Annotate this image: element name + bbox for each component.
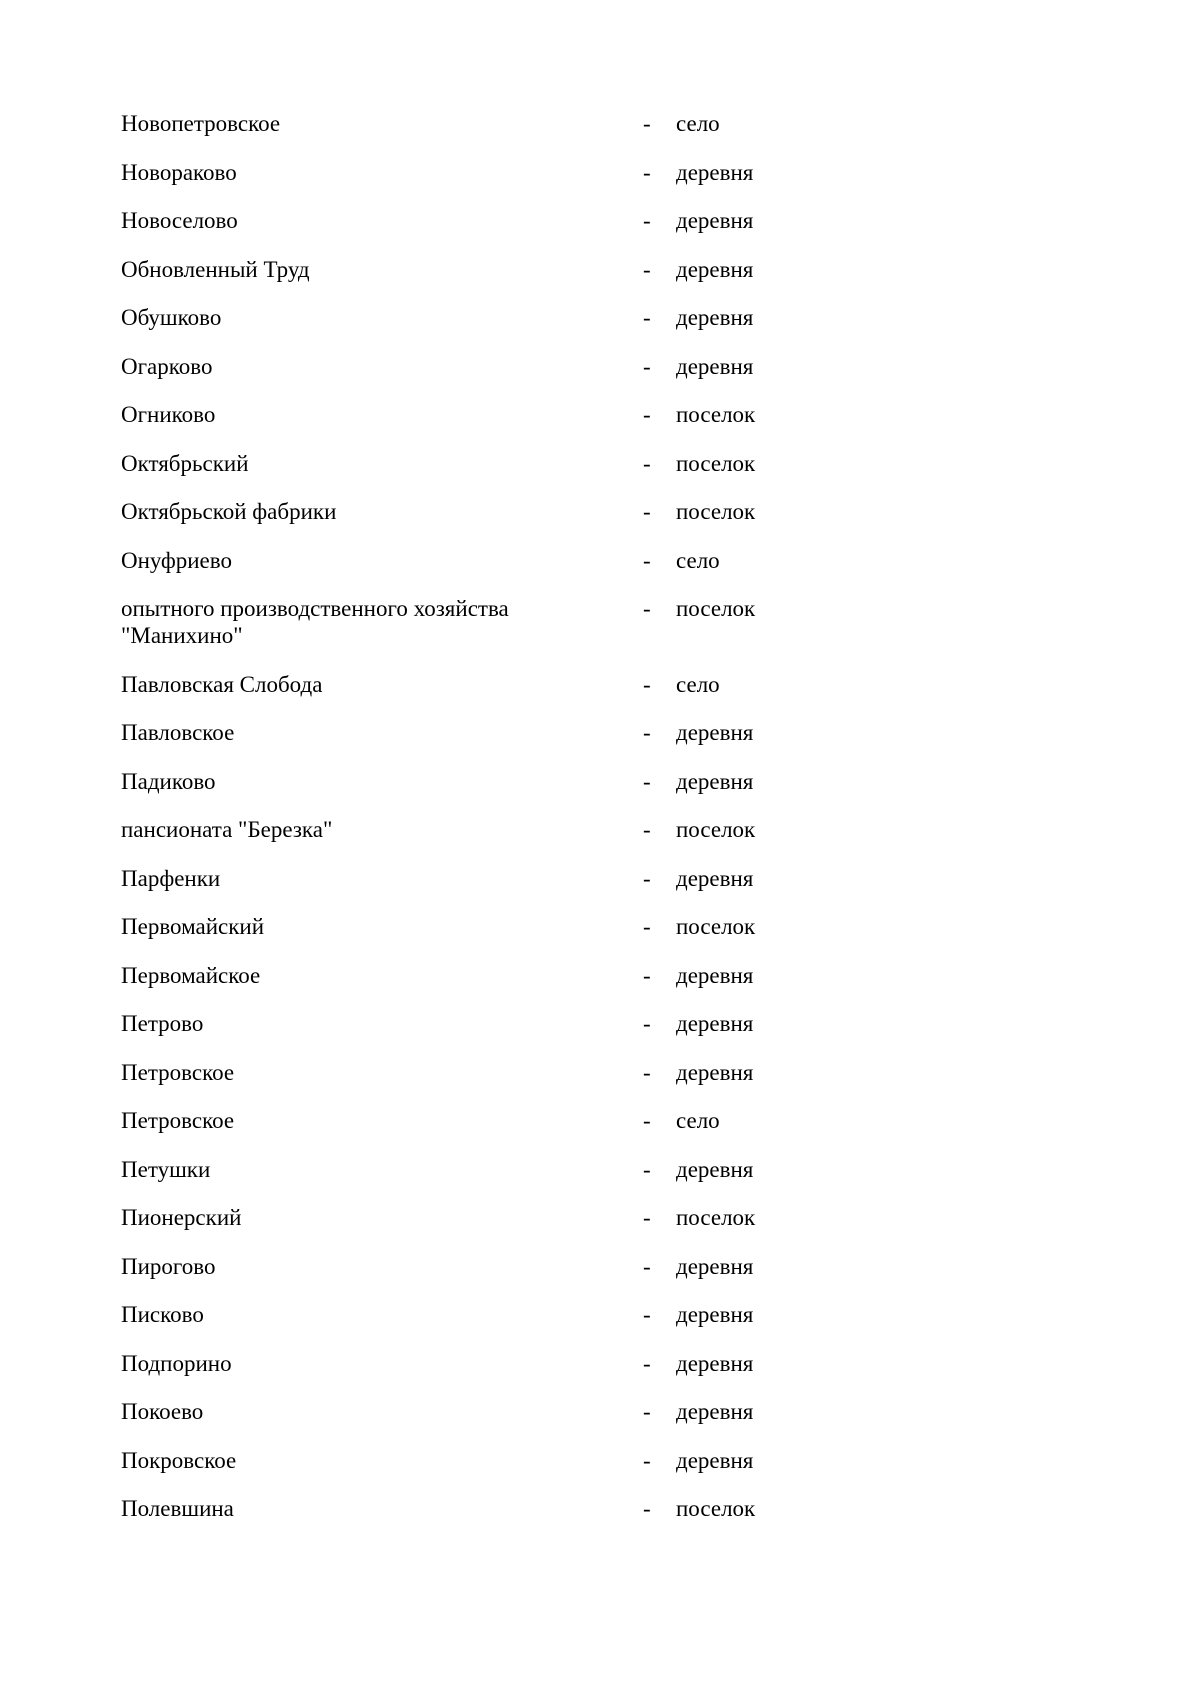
settlement-name: Полевшина (121, 1496, 234, 1521)
settlement-name: Обновленный Труд (121, 256, 310, 282)
list-item (121, 498, 1021, 525)
settlement-name: опытного производственного хозяйства "Манихино" (121, 596, 509, 648)
separator-dash: - (643, 1399, 651, 1424)
settlement-name: пансионата "Березка" (121, 817, 333, 842)
list-item (121, 1253, 1021, 1280)
settlement-type: деревня (676, 768, 754, 794)
list-item (121, 719, 1021, 746)
separator-dash: - (643, 1447, 651, 1473)
settlement-name: Огарково (121, 353, 213, 379)
settlement-name: Октябрьский (121, 450, 249, 476)
settlement-type: село (676, 547, 720, 573)
settlement-name: Подпорино (121, 1350, 232, 1376)
list-item (121, 1495, 1021, 1522)
settlement-name: Падиково (121, 768, 216, 794)
settlement-name: Новопетровское (121, 111, 281, 136)
settlement-name: Новоселово (121, 208, 238, 233)
list-item (121, 304, 1021, 331)
settlement-name: Павловское (121, 720, 235, 745)
settlement-type: деревня (676, 1253, 754, 1279)
separator-dash: - (643, 402, 651, 427)
list-item (121, 671, 1021, 698)
settlement-type: деревня (676, 305, 754, 330)
separator-dash: - (643, 1496, 651, 1521)
separator-dash: - (643, 768, 651, 794)
separator-dash: - (643, 1011, 651, 1036)
separator-dash: - (643, 353, 651, 379)
list-item (121, 595, 1021, 649)
list-item (121, 1350, 1021, 1377)
separator-dash: - (643, 817, 651, 842)
settlement-type: поселок (676, 402, 756, 427)
list-item (121, 159, 1021, 186)
list-item (121, 1107, 1021, 1134)
list-item (121, 207, 1021, 234)
settlement-name: Парфенки (121, 865, 221, 891)
settlement-name: Октябрьской фабрики (121, 499, 337, 524)
settlement-type: поселок (676, 914, 756, 939)
settlement-type: деревня (676, 256, 754, 282)
settlement-type: деревня (676, 1302, 754, 1327)
settlement-name: Петровское (121, 1108, 235, 1133)
settlement-type: деревня (676, 1447, 754, 1473)
settlement-type: поселок (676, 450, 756, 476)
separator-dash: - (643, 547, 651, 573)
list-item (121, 1010, 1021, 1037)
settlement-name: Обушково (121, 305, 222, 330)
list-item (121, 256, 1021, 283)
separator-dash: - (643, 305, 651, 330)
separator-dash: - (643, 499, 651, 524)
separator-dash: - (643, 159, 651, 185)
settlement-type: деревня (676, 159, 754, 185)
settlement-type: деревня (676, 1156, 754, 1182)
settlement-name: Первомайское (121, 962, 261, 988)
settlement-name: Онуфриево (121, 547, 232, 573)
list-item (121, 1156, 1021, 1183)
settlement-type: деревня (676, 1011, 754, 1036)
separator-dash: - (643, 914, 651, 939)
settlement-type: деревня (676, 865, 754, 891)
separator-dash: - (643, 1156, 651, 1182)
separator-dash: - (643, 1302, 651, 1327)
settlement-type: поселок (676, 1496, 756, 1521)
list-item (121, 913, 1021, 940)
settlement-type: село (676, 111, 720, 136)
separator-dash: - (643, 1253, 651, 1279)
settlement-name: Петрово (121, 1011, 204, 1036)
settlement-type: деревня (676, 962, 754, 988)
settlement-type: поселок (676, 1205, 756, 1230)
settlement-name: Петушки (121, 1156, 211, 1182)
settlement-name: Павловская Слобода (121, 671, 323, 697)
settlement-type: деревня (676, 353, 754, 379)
separator-dash: - (643, 111, 651, 136)
separator-dash: - (643, 256, 651, 282)
list-item (121, 816, 1021, 843)
settlement-name: Первомайский (121, 914, 264, 939)
list-item (121, 768, 1021, 795)
list-item (121, 401, 1021, 428)
separator-dash: - (643, 596, 651, 621)
settlement-name: Пионерский (121, 1205, 242, 1230)
settlement-type: село (676, 1108, 720, 1133)
settlement-type: деревня (676, 1059, 754, 1085)
list-item (121, 962, 1021, 989)
list-item (121, 353, 1021, 380)
list-item (121, 450, 1021, 477)
settlement-type: деревня (676, 720, 754, 745)
settlement-type: поселок (676, 499, 756, 524)
settlement-name: Огниково (121, 402, 216, 427)
separator-dash: - (643, 1108, 651, 1133)
settlement-name: Петровское (121, 1059, 235, 1085)
separator-dash: - (643, 865, 651, 891)
settlement-name: Покровское (121, 1447, 237, 1473)
separator-dash: - (643, 1059, 651, 1085)
settlement-type: поселок (676, 817, 756, 842)
separator-dash: - (643, 450, 651, 476)
settlement-list (121, 110, 1021, 1544)
list-item (121, 547, 1021, 574)
separator-dash: - (643, 962, 651, 988)
separator-dash: - (643, 1350, 651, 1376)
settlement-type: поселок (676, 596, 756, 621)
separator-dash: - (643, 671, 651, 697)
settlement-type: деревня (676, 1350, 754, 1376)
separator-dash: - (643, 208, 651, 233)
settlement-name: Покоево (121, 1399, 204, 1424)
settlement-name: Пирогово (121, 1253, 216, 1279)
list-item (121, 1204, 1021, 1231)
settlement-type: деревня (676, 208, 754, 233)
list-item (121, 1447, 1021, 1474)
separator-dash: - (643, 720, 651, 745)
settlement-name: Новораково (121, 159, 237, 185)
settlement-name: Писково (121, 1302, 204, 1327)
list-item (121, 1059, 1021, 1086)
list-item (121, 110, 1021, 137)
separator-dash: - (643, 1205, 651, 1230)
list-item (121, 1301, 1021, 1328)
settlement-type: село (676, 671, 720, 697)
list-item (121, 865, 1021, 892)
settlement-type: деревня (676, 1399, 754, 1424)
list-item (121, 1398, 1021, 1425)
